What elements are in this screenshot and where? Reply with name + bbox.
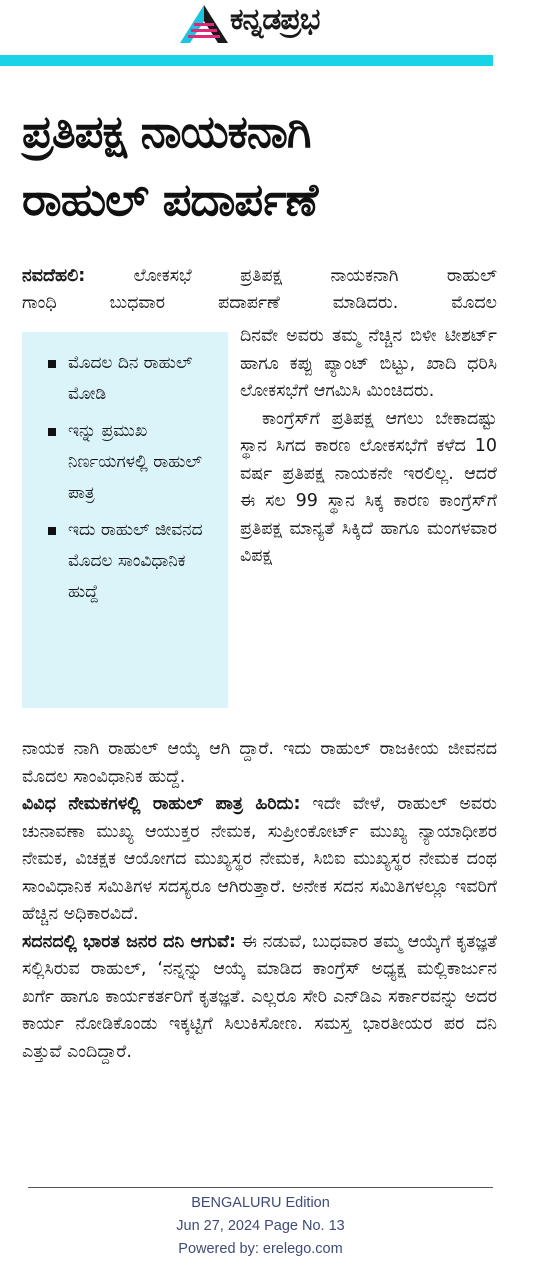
highlight-item xyxy=(44,515,220,608)
highlight-text: ಇನ್ನು ಪ್ರಮುಖ ನಿರ್ಣಯಗಳಲ್ಲಿ ರಾಹುಲ್ ಪಾತ್ರ xyxy=(68,421,202,503)
date-page: Jun 27, 2024 Page No. 13 xyxy=(176,1218,345,1234)
lead-text-1: ಲೋಕಸಭೆ ಪ್ರತಿಪಕ್ಷ ನಾಯಕನಾಗಿ ರಾಹುಲ್ xyxy=(85,266,497,286)
headline-line-2: ರಾಹುಲ್ ಪದಾರ್ಪಣೆ xyxy=(22,173,318,226)
square-bullet-icon xyxy=(48,527,56,535)
paragraph-3-text: ಈ ನಡುವೆ, ಬುಧವಾರ ತಮ್ಮ ಆಯ್ಕೆಗೆ ಕೃತಜ್ಞತೆ ಸಲ್ಲಿಸಿರುವ ರಾಹುಲ್, ‘ನನ್ನನ್ನು ಆಯ್ಕೆ ಮಾಡಿದ ಕಾಂಗ್ರೆಸ್ ಅಧ್ಯಕ್ಷ ಮಲ್ಲಿಕಾರ್ಜುನ ಖರ್ಗೆ ಹಾಗೂ ಕಾರ್ಯಕರ್ತರಿಗೆ ಕೃತಜ್ಞತೆ. ಎಲ್ಲರೂ ಸೇರಿ ಎನ್‌ಡಿಎ ಸರ್ಕಾರವನ್ನು ಅದರ ಕಾರ್ಯ ನೋಡಿಕೊಂಡು ಇಕ್ಕಟ್ಟಿಗೆ ಸಿಲುಕಿಸೋಣ. ಸಮಸ್ತ ಭಾರತೀಯರ ಪರ ದನಿ ಎತ್ತುವೆ ಎಂದಿದ್ದಾರೆ. xyxy=(22,931,497,1062)
kannadaprabha-logo-mark-icon xyxy=(180,3,228,43)
edition-name: BENGALURU Edition xyxy=(191,1195,330,1211)
dateline: ನವದೆಹಲಿ: xyxy=(22,266,86,286)
accent-bar xyxy=(0,55,493,66)
side-paragraph-1: ದಿನವೇ ಅವರು ತಮ್ಮ ನೆಚ್ಚಿನ ಬಿಳೀ ಟೀಶರ್ಟ್ ಹಾಗೂ ಕಪ್ಪು ಪ್ಯಾಂಟ್ ಬಿಟ್ಟು, ಖಾದಿ ಧರಿಸಿ ಲೋಕಸಭೆಗೆ ಆಗಮಿಸಿ ಮಿಂಚಿದರು. xyxy=(240,326,497,401)
highlight-text: ಇದು ರಾಹುಲ್ ಜೀವನದ ಮೊದಲ ಸಾಂವಿಧಾನಿಕ ಹುದ್ದೆ xyxy=(68,520,203,602)
footer-divider xyxy=(28,1187,493,1188)
subhead-appointments: ವಿವಿಧ ನೇಮಕಗಳಲ್ಲಿ ರಾಹುಲ್ ಪಾತ್ರ ಹಿರಿದು: xyxy=(22,794,301,814)
side-column xyxy=(240,323,497,571)
lead-line-1 xyxy=(22,263,497,291)
side-paragraph-2: ಕಾಂಗ್ರೆಸ್‌ಗೆ ಪ್ರತಿಪಕ್ಷ ಆಗಲು ಬೇಕಾದಷ್ಟು ಸ್ಥಾನ ಸಿಗದ ಕಾರಣ ಲೋಕಸಭೆಗೆ ಕಳೆದ 10 ವರ್ಷ ಪ್ರತಿಪಕ್ಷ ನಾಯಕನೇ ಇರಲಿಲ್ಲ. ಆದರೆ ಈ ಸಲ 99 ಸ್ಥಾನ ಸಿಕ್ಕ ಕಾರಣ ಕಾಂಗ್ರೆಸ್‌ಗೆ ಪ್ರತಿಪಕ್ಷ ಮಾನ್ಯತೆ ಸಿಕ್ಕಿದೆ ಹಾಗೂ ಮಂಗಳವಾರ ವಿಪಕ್ಷ xyxy=(240,408,497,566)
square-bullet-icon xyxy=(48,360,56,368)
newspaper-logo-text: ಕನ್ನಡಪ್ರಭ xyxy=(230,2,320,37)
square-bullet-icon xyxy=(48,428,56,436)
paragraph-2 xyxy=(22,791,497,929)
headline-line-1: ಪ್ರತಿಪಕ್ಷ ನಾಯಕನಾಗಿ xyxy=(22,105,311,158)
full-paragraph-1: ನಾಯಕ ನಾಗಿ ರಾಹುಲ್ ಆಯ್ಕೆ ಆಗಿ ದ್ದಾರೆ. ಇದು ರಾಹುಲ್ ರಾಜಕೀಯ ಜೀವನದ ಮೊದಲ ಸಾಂವಿಧಾನಿಕ ಹುದ್ದೆ. xyxy=(22,739,497,787)
paragraph-2-text: ಇದೇ ವೇಳೆ, ರಾಹುಲ್ ಅವರು ಚುನಾವಣಾ ಮುಖ್ಯ ಆಯುಕ್ತರ ನೇಮಕ, ಸುಪ್ರೀಂಕೋರ್ಟ್ ಮುಖ್ಯ ನ್ಯಾಯಾಧೀಶರ ನೇಮಕ, ವಿಚಕ್ಷಕ ಆಯೋಗದ ಮುಖ್ಯಸ್ಥರ ನೇಮಕ, ಸಿಬಿಐ ಮುಖ್ಯಸ್ಥರ ನೇಮಕ ದಂಥ ಸಾಂವಿಧಾನಿಕ ಸಮಿತಿಗಳ ಸದಸ್ಯರೂ ಆಗಿರುತ್ತಾರೆ. ಅನೇಕ ಸದನ ಸಮಿತಿಗಳಲ್ಲೂ ಇವರಿಗೆ ಹೆಚ್ಚಿನ ಅಧಿಕಾರವಿದೆ. xyxy=(22,794,497,924)
highlight-text: ಮೊದಲ ದಿನ ರಾಹುಲ್ ಮೋಡಿ xyxy=(68,353,193,404)
highlights-list xyxy=(22,332,228,608)
lead-line-2: ಗಾಂಧಿ ಬುಧವಾರ ಪದಾರ್ಪಣೆ ಮಾಡಿದರು. ಮೊದಲ xyxy=(22,293,497,313)
powered-by-link[interactable]: Powered by: erelego.com xyxy=(178,1241,343,1257)
highlight-item xyxy=(44,348,220,410)
highlight-item xyxy=(44,416,220,509)
article-headline xyxy=(22,98,502,234)
full-width-column xyxy=(22,736,497,1066)
masthead xyxy=(0,0,555,54)
highlights-box xyxy=(22,332,228,708)
edition-footer xyxy=(28,1192,493,1261)
subhead-voice: ಸದನದಲ್ಲಿ ಭಾರತ ಜನರ ದನಿ ಆಗುವೆ: xyxy=(22,931,236,952)
paragraph-3 xyxy=(22,929,497,1067)
